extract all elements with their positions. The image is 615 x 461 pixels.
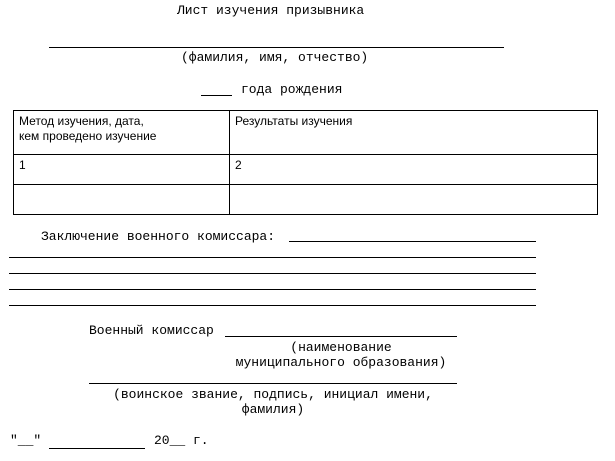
signature-caption: (воинское звание, подпись, инициал имени, фамилия) [113,387,433,417]
study-table [13,110,598,215]
municipality-line [225,336,457,337]
birth-year-label: года рождения [241,82,343,97]
table-row [14,185,598,215]
method-header: Метод изучения, дата, кем проведено изучение [14,111,230,155]
column-number-2: 2 [230,155,598,185]
date-month-line [49,448,145,449]
full-name-caption: (фамилия, имя, отчество) [181,50,369,65]
conclusion-line-3 [9,273,536,274]
results-cell [230,185,598,215]
conclusion-line-1 [289,241,536,242]
conclusion-label: Заключение военного комиссара: [41,229,276,244]
signature-line [89,383,457,384]
conclusion-line-4 [9,289,536,290]
date-year: 20__ г. [154,433,209,448]
document-title: Лист изучения призывника [177,3,365,18]
date-day: "__" [10,433,42,448]
birth-year-line [201,95,232,96]
municipality-caption: (наименование муниципального образования) [235,340,447,370]
results-header: Результаты изучения [230,111,598,155]
commissar-label: Военный комиссар [89,323,214,338]
method-cell [14,185,230,215]
conclusion-line-5 [9,305,536,306]
conclusion-line-2 [9,257,536,258]
column-number-1: 1 [14,155,230,185]
table-header-row [14,111,598,155]
full-name-line [49,47,504,48]
table-numbers-row [14,155,598,185]
